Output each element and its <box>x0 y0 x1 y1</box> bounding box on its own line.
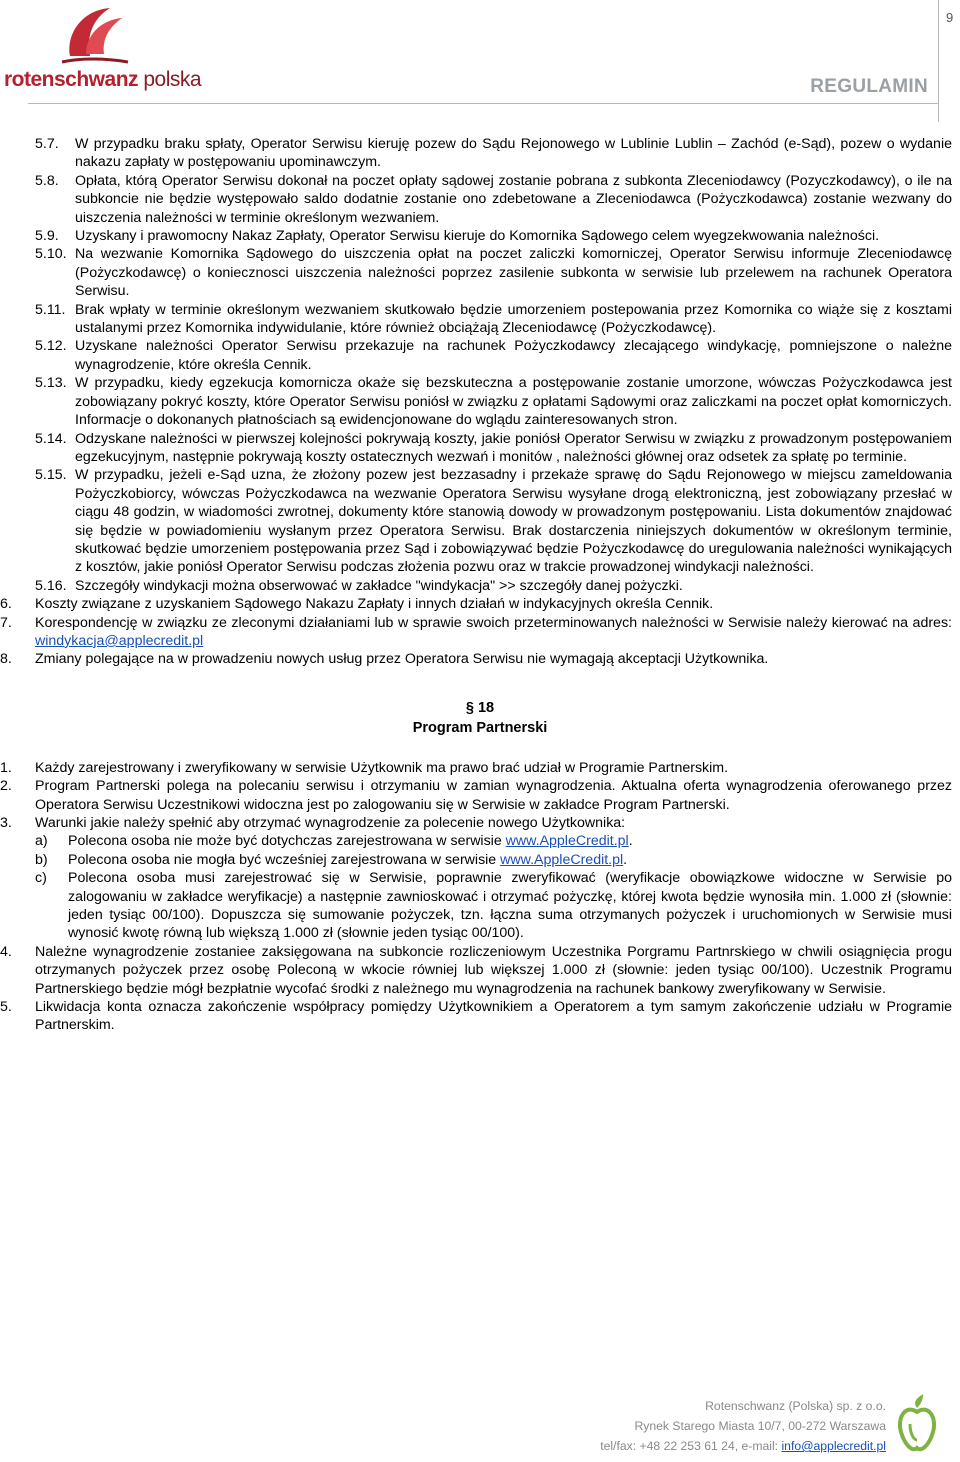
list-item: 2. Program Partnerski polega na polecaniu serwisu i otrzymaniu w zamian wynagrodzenia. Aktualna oferta wynagrodzenia oferowanego przez Operatora Serwisu Uczestnikowi widoczna jest po zalogowaniu się w Serwisie w zakładce Program Partnerski. <box>0 778 952 813</box>
list-item: c) Polecona osoba musi zarejestrować się w Serwisie, poprawnie zweryfikować (weryfikacje obowiązkowe widoczne w Serwisie po zalogowaniu w zakładce weryfikacje) a następnie zawnioskować i otrzymać pożyczkę, której kwota będzie wynosiła min. 1.000 zł (słownie: jeden tysiąc 00/100). Dopuszcza się sumowanie pożyczek, tzn. łączna suma otrzymanych pożyczek i uruchomionych w Serwisie musi wynosić kwotę równą lub większą 1.000 zł (słownie jeden tysiąc 00/100). <box>35 870 952 942</box>
applecredit-link[interactable]: www.AppleCredit.pl <box>505 833 629 850</box>
applecredit-link[interactable]: www.AppleCredit.pl <box>500 851 624 868</box>
document-title: REGULAMIN <box>810 76 928 97</box>
list-item: 5. Likwidacja konta oznacza zakończenie współpracy pomiędzy Użytkownikiem a Operatorem a tym samym zakończenie udziału w Programie Partnerskim. <box>0 999 952 1034</box>
list-item: 5.13. W przypadku, kiedy egzekucja komornicza okaże się bezskuteczna a postępowanie zostanie umorzone, wówczas Pożyczkodawca jest zobowiązany pokryć koszty, które Operator Serwisu poniósł w związku z opłatami Sądowymi oraz zaliczkami na poczet opłat komorniczych. Informacje o dokonanych płatnościach są ewidencjonowane do wglądu zainteresowanych stron. <box>35 375 952 429</box>
footer-address: Rynek Starego Miasta 10/7, 00-272 Warszawa <box>634 1419 886 1433</box>
list-item: 6. Koszty związane z uzyskaniem Sądowego Nakazu Zapłaty i innych działań w indykacyjnych określa Cennik. <box>0 596 714 613</box>
list-item: 5.16. Szczegóły windykacji można obserwować w zakładce "windykacja" >> szczegóły danej pożyczki. <box>35 577 683 594</box>
list-item: a) Polecona osoba nie może być dotychczas zarejestrowana w serwisie www.AppleCredit.pl. <box>35 833 633 850</box>
logo-wordmark <box>4 68 201 92</box>
list-item: 1. Każdy zarejestrowany i zweryfikowany w serwisie Użytkownik ma prawo brać udział w Programie Partnerskim. <box>0 759 729 776</box>
swirl-logo-icon <box>60 4 130 64</box>
list-item: 5.7. W przypadku braku spłaty, Operator Serwisu kieruję pozew do Sądu Rejonowego w Lublinie Lublin – Zachód (e-Sąd), pozew o wydanie nakazu zapłaty w postępowaniu upominawczym. <box>35 136 952 171</box>
section-symbol: § 18 <box>465 699 495 716</box>
list-item: b) Polecona osoba nie mogła być wcześniej zarejestrowana w serwisie www.AppleCredit.pl. <box>35 851 628 868</box>
document-body <box>0 135 960 1035</box>
footer-email-link[interactable]: info@applecredit.pl <box>781 1439 886 1453</box>
list-item: 5.15. W przypadku, jeżeli e-Sąd uzna, że złożony pozew jest bezzasadny i przekaże sprawę do Sądu Rejonowego w miejscu zameldowania Pożyczkobiorcy, wówczas Pożyczkodawca na wezwanie Operatora Serwisu wysyłane drogą elektroniczną, jest zobowiązany przesłać w ciągu 48 godzin, w wiadomości zwrotnej, dokumenty które stanowią dowody w prowadzonym postępowaniu. Lista dokumentów znajdować się będzie w powiadomieniu wysłanym przez Operatora Serwisu. Brak dostarczenia niniejszych dokumentów w określonym terminie, skutkować będzie umorzeniem postępowania przez Sąd i zobowiązywać będzie Pożyczkodawcę do uregulowania należności wynikających z kosztów, jakie poniósł Operator Serwisu podczas złożenia pozwu oraz w trakcie prowadzonej windykacji należności. <box>35 467 952 576</box>
page-footer <box>600 1396 886 1456</box>
company-logo <box>4 4 204 96</box>
list-item: 4. Należne wynagrodzenie zostaniee zaksięgowana na subkoncie rozliczeniowym Uczestnika Porgramu Partnrskiego w chwili osiągnięcia progu otrzymanych pożyczek przez osobę Poleconą w wkocie równiej lub większej 1.000 zł (słownie: jeden tysiąc 00/100). Uczestnik Programu Partnerskiego będzie mógł bezpłatnie wycofać środki z należnego mu wynagrodzenia na rachunek bankowy zweryfikowany w Serwisie. <box>0 943 952 997</box>
email-link-windykacja[interactable]: windykacja@applecredit.pl <box>35 632 204 649</box>
logo-text-bold: rotenschwanz <box>4 68 139 91</box>
footer-company: Rotenschwanz (Polska) sp. z o.o. <box>705 1399 886 1413</box>
list-item: 5.11. Brak wpłaty w terminie określonym wezwaniem skutkowało będzie umorzeniem postepowania przez Komornika co wiąże się z kosztami ustalanymi przez Komornika indywidulanie, które również obciążają Zleceniodawcę (Pożyczkodawcę). <box>35 301 952 337</box>
list-item: 7. Korespondencję w związku ze zleconymi działaniami lub w sprawie swoich przeterminowanych należności w Serwisie należy kierować na adres: windykacja@applecredit.pl <box>0 614 952 649</box>
list-item: 8. Zmiany polegające na w prowadzeniu nowych usług przez Operatora Serwisu nie wymagają akceptacji Użytkownika. <box>0 651 769 668</box>
page-number: 9 <box>946 10 954 25</box>
list-item: 3. Warunki jakie należy spełnić aby otrzymać wynagrodzenie za polecenie nowego Użytkownika: <box>0 815 626 831</box>
logo-text-light: polska <box>143 68 202 91</box>
list-item: 5.9. Uzyskany i prawomocny Nakaz Zapłaty, Operator Serwisu kieruje do Komornika Sądowego celem wyegzekwowania należności. <box>35 228 880 245</box>
list-item: 5.8. Opłata, którą Operator Serwisu dokonał na poczet opłaty sądowej zostanie pobrana z subkonta Zleceniodawcy (Pozyczkodawcy), o ile na subkoncie nie będzie występowało saldo dodatnie zostanie ono zdebetowane a Zleceniodawca (Pożyczkodawca) zostanie wezwany do uiszczenia należności w terminie określonym wezwaniem. <box>35 172 952 226</box>
list-item: 5.12. Uzyskane należności Operator Serwisu przekazuje na rachunek Pożyczkodawcy zlecającego windykację, pomniejszone o należne wynagrodzenie, które określa Cennik. <box>35 338 952 373</box>
list-item: 5.14. Odzyskane należności w pierwszej kolejności pokrywają koszty, jakie poniósł Operator Serwisu w związku z prowadzonym postępowaniem egzekucyjnym, następnie pokrywają koszty ostatecznych wezwań i monitów , należności głównej oraz odsetek za spłatę po terminie. <box>35 430 952 465</box>
apple-icon <box>897 1394 937 1454</box>
header-horizontal-rule <box>28 103 938 104</box>
footer-contact: tel/fax: +48 22 253 61 24, e-mail: info@applecredit.pl <box>600 1439 886 1453</box>
page-header <box>0 0 960 112</box>
section-title: Program Partnerski <box>412 719 548 736</box>
header-vertical-rule <box>938 0 939 122</box>
list-item: 5.10. Na wezwanie Komornika Sądowego do uiszczenia opłat na poczet zaliczki komorniczej, Operator Serwisu informuje Zleceniodawcę (Pożyczkodawcę) o koniecznosci uiszczenia należności poprzez zasilenie subkonta w serwisie lub przelewem na rachunek Operatora Serwisu. <box>35 246 952 300</box>
